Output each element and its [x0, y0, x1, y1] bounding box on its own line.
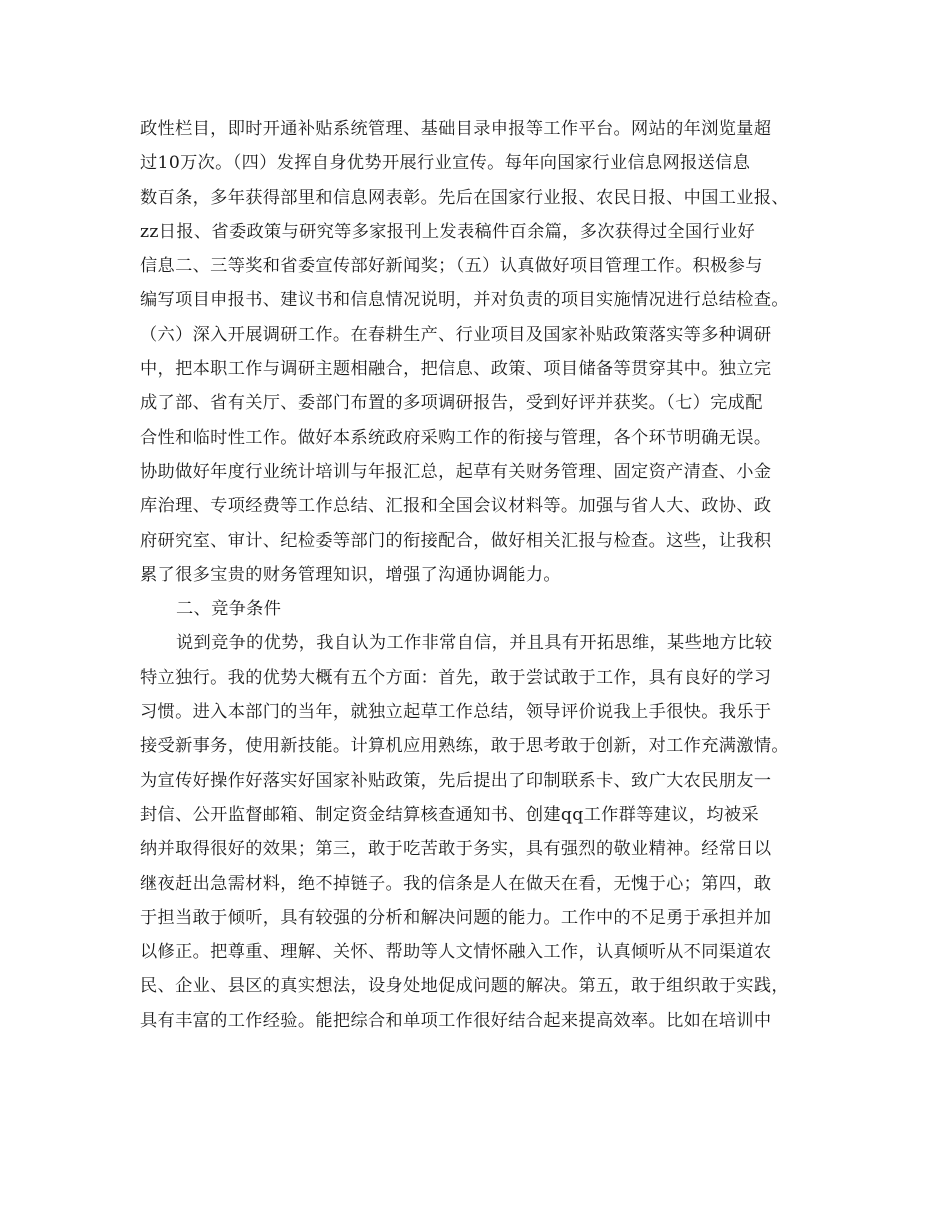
text-line: 习惯。进入本部门的当年，就独立起草工作总结，领导评价说我上手很快。我乐于: [140, 702, 772, 723]
text-line: 数百条，多年获得部里和信息网表彰。先后在国家行业报、农民日报、中国工业报、: [140, 187, 789, 208]
text-line: 二、竞争条件: [176, 599, 282, 620]
text-line: 累了很多宝贵的财务管理知识，增强了沟通协调能力。: [140, 564, 561, 585]
text-line: 成了部、省有关厅、委部门布置的多项调研报告，受到好评并获奖。（七）完成配: [140, 393, 763, 414]
text-line: 府研究室、审计、纪检委等部门的衔接配合，做好相关汇报与检查。这些，让我积: [140, 530, 772, 551]
document-body: [140, 112, 820, 1038]
text-line: 继夜赶出急需材料，绝不掉链子。我的信条是人在做天在看，无愧于心；第四，敢: [140, 873, 772, 894]
text-line: 政性栏目，即时开通补贴系统管理、基础目录申报等工作平台。网站的年浏览量超: [140, 119, 772, 139]
text-line: （六）深入开展调研工作。在春耕生产、行业项目及国家补贴政策落实等多种调研: [140, 324, 772, 345]
text-line: 具有丰富的工作经验。能把综合和单项工作很好结合起来提高效率。比如在培训中: [140, 1010, 772, 1031]
text-line: 中，把本职工作与调研主题相融合，把信息、政策、项目储备等贯穿其中。独立完: [140, 359, 772, 380]
text-line: 编写项目申报书、建议书和信息情况说明，并对负责的项目实施情况进行总结检查。: [140, 290, 789, 311]
text-line: 纳并取得很好的效果；第三，敢于吃苦敢于务实，具有强烈的敬业精神。经常日以: [140, 839, 772, 860]
text-line: 以修正。把尊重、理解、关怀、帮助等人文情怀融入工作，认真倾听从不同渠道农: [140, 942, 772, 963]
text-line: 为宣传好操作好落实好国家补贴政策，先后提出了印制联系卡、致广大农民朋友一: [140, 770, 772, 791]
text-line: 于担当敢于倾听，具有较强的分析和解决问题的能力。工作中的不足勇于承担并加: [140, 907, 772, 928]
text-line: 过10万次。（四）发挥自身优势开展行业宣传。每年向国家行业信息网报送信息: [140, 153, 751, 174]
text-line: 特立独行。我的优势大概有五个方面：首先，敢于尝试敢于工作，具有良好的学习: [140, 667, 772, 688]
text-line: 封信、公开监督邮箱、制定资金结算核查通知书、创建qq工作群等建议，均被采: [140, 804, 759, 825]
text-line: 信息二、三等奖和省委宣传部好新闻奖；（五）认真做好项目管理工作。积极参与: [140, 256, 763, 277]
text-line: 合性和临时性工作。做好本系统政府采购工作的衔接与管理，各个环节明确无误。: [140, 427, 772, 448]
text-line: 民、企业、县区的真实想法，设身处地促成问题的解决。第五，敢于组织敢于实践，: [140, 976, 789, 997]
text-line: 接受新事务，使用新技能。计算机应用熟练，敢于思考敢于创新，对工作充满激情。: [140, 736, 789, 757]
text-line: zz日报、省委政策与研究等多家报刊上发表稿件百余篇，多次获得过全国行业好: [140, 221, 756, 242]
text-line: 协助做好年度行业统计培训与年报汇总，起草有关财务管理、固定资产清查、小金: [140, 461, 772, 482]
text-line: 说到竞争的优势，我自认为工作非常自信，并且具有开拓思维，某些地方比较: [176, 633, 773, 654]
text-line: 库治理、专项经费等工作总结、汇报和全国会议材料等。加强与省人大、政协、政: [140, 496, 772, 517]
